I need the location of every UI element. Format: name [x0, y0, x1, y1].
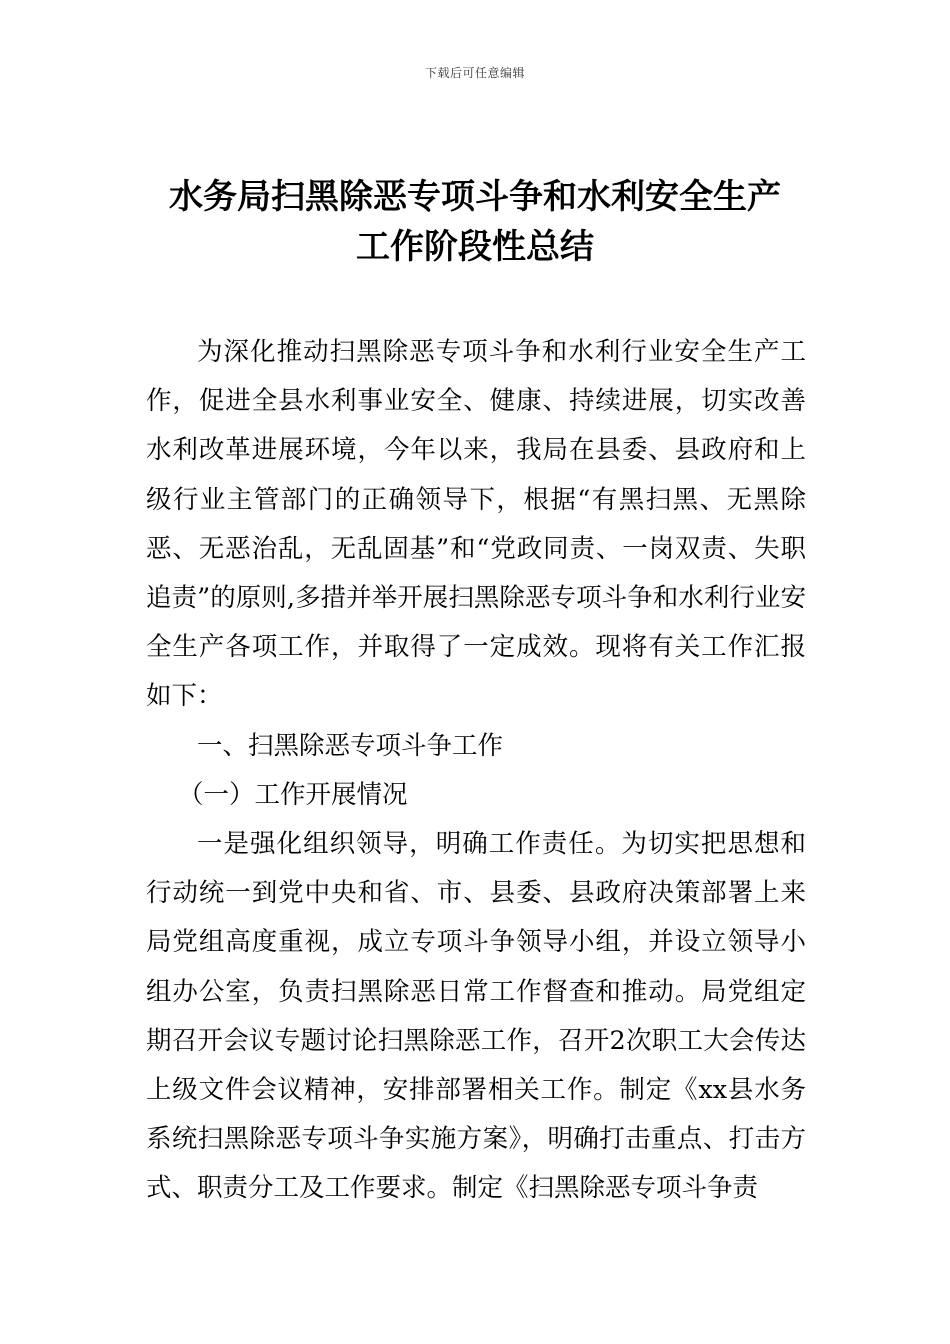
- document-title: [100, 172, 850, 272]
- section-heading: 一、扫黑除恶专项斗争工作: [197, 730, 504, 761]
- body-paragraph: 一是强化组织领导，明确工作责任。为切实把思想和行动统一到党中央和省、市、县委、县政府决策部署上来局党组高度重视，成立专项斗争领导小组，并设立领导小组办公室，负责扫黑除恶日常工作督查和推动。局党组定期召开会议专题讨论扫黑除恶工作，召开2次职工大会传达上级文件会议精神，安排部署相关工作。制定《xx县水务系统扫黑除恶专项斗争实施方案》，明确打击重点、打击方式、职责分工及工作要求。制定《扫黑除恶专项斗争责: [146, 829, 806, 1204]
- title-line-1: 水务局扫黑除恶专项斗争和水利安全生产: [169, 177, 781, 217]
- header-note: 下载后可任意编辑: [424, 66, 525, 80]
- document-body: [146, 328, 806, 1214]
- subsection-heading: （一）工作开展情况: [178, 779, 408, 810]
- title-line-2: 工作阶段性总结: [356, 227, 594, 267]
- intro-paragraph: 为深化推动扫黑除恶专项斗争和水利行业安全生产工作，促进全县水利事业安全、健康、持续进展，切实改善水利改革进展环境，今年以来，我局在县委、县政府和上级行业主管部门的正确领导下，根据“有黑扫黑、无黑除恶、无恶治乱，无乱固基”和“党政同责、一岗双责、失职追责”的原则,多措并举开展扫黑除恶专项斗争和水利行业安全生产各项工作，并取得了一定成效。现将有关工作汇报如下：: [146, 337, 806, 712]
